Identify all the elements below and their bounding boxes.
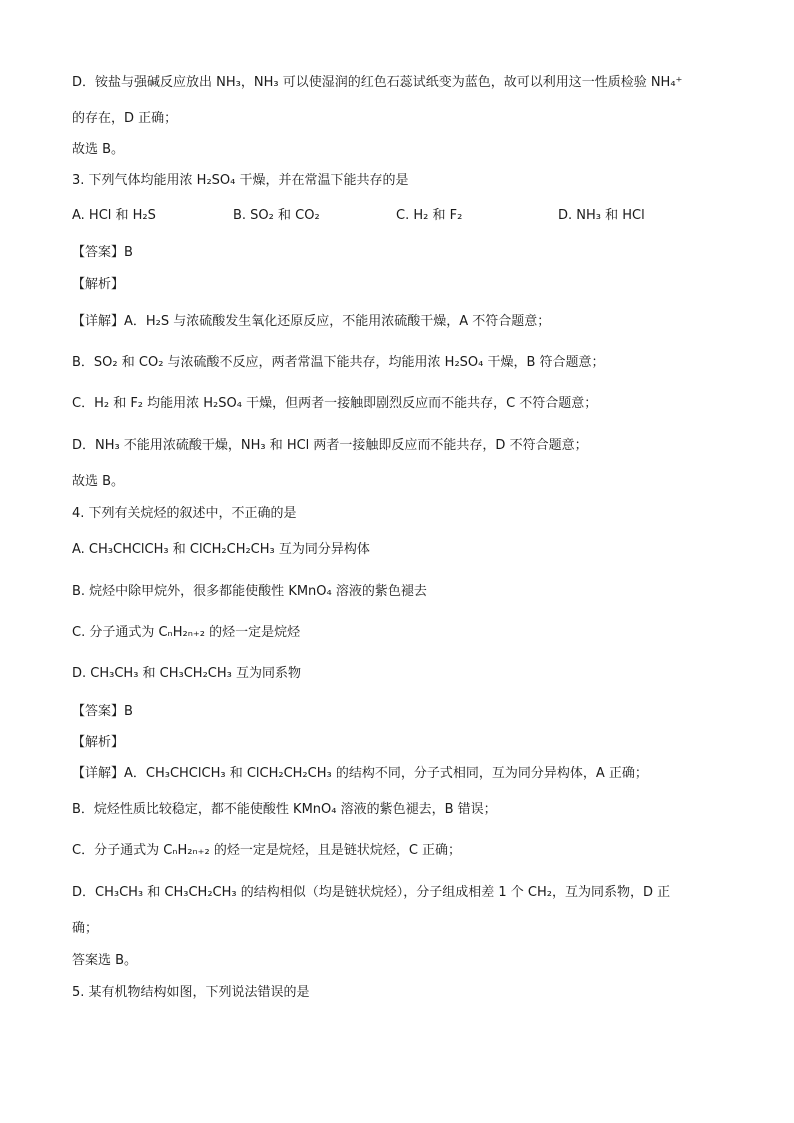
- text-line: 答案选 B。: [72, 953, 138, 968]
- explanation-line: 【详解】A．CH₃CHClCH₃ 和 ClCH₂CH₂CH₃ 的结构不同，分子式相同，互为同分异构体，A 正确；: [72, 766, 648, 781]
- option-b: B. 烷烃中除甲烷外，很多都能使酸性 KMnO₄ 溶液的紫色褪去: [72, 584, 427, 599]
- text-line: 故选 B。: [72, 142, 125, 157]
- option-c: C. H₂ 和 F₂: [396, 208, 463, 223]
- option-c: C. 分子通式为 CₙH₂ₙ₊₂ 的烃一定是烷烃: [72, 625, 301, 640]
- question-3-stem: 3. 下列气体均能用浓 H₂SO₄ 干燥，并在常温下能共存的是: [72, 173, 409, 188]
- explanation-line: B．SO₂ 和 CO₂ 与浓硫酸不反应，两者常温下能共存，均能用浓 H₂SO₄ 干燥，B 符合题意；: [72, 355, 605, 370]
- explanation-line: D．NH₃ 不能用浓硫酸干燥，NH₃ 和 HCl 两者一接触即反应而不能共存，D 不符合题意；: [72, 438, 588, 453]
- question-4-stem: 4. 下列有关烷烃的叙述中，不正确的是: [72, 506, 297, 521]
- analysis-label: 【解析】: [72, 735, 125, 750]
- explanation-line: C．分子通式为 CₙH₂ₙ₊₂ 的烃一定是烷烃，且是链状烷烃，C 正确；: [72, 843, 462, 858]
- explanation-line: B．烷烃性质比较稳定，都不能使酸性 KMnO₄ 溶液的紫色褪去，B 错误；: [72, 802, 497, 817]
- option-d: D. NH₃ 和 HCl: [558, 208, 645, 223]
- text-line: 的存在，D 正确；: [72, 111, 178, 126]
- text-line: 故选 B。: [72, 474, 125, 489]
- text-line: 确；: [72, 921, 99, 936]
- option-a: A. HCl 和 H₂S: [72, 208, 156, 223]
- answer-label: 【答案】B: [72, 704, 133, 719]
- option-b: B. SO₂ 和 CO₂: [233, 208, 320, 223]
- option-a: A. CH₃CHClCH₃ 和 ClCH₂CH₂CH₃ 互为同分异构体: [72, 542, 370, 557]
- answer-label: 【答案】B: [72, 245, 133, 260]
- text-line: D．铵盐与强碱反应放出 NH₃，NH₃ 可以使湿润的红色石蕊试纸变为蓝色，故可以利用这一性质检验 NH₄⁺: [72, 75, 683, 90]
- explanation-line: C．H₂ 和 F₂ 均能用浓 H₂SO₄ 干燥，但两者一接触即剧烈反应而不能共存，C 不符合题意；: [72, 396, 598, 411]
- question-5-stem: 5. 某有机物结构如图，下列说法错误的是: [72, 985, 310, 1000]
- analysis-label: 【解析】: [72, 277, 125, 292]
- option-d: D. CH₃CH₃ 和 CH₃CH₂CH₃ 互为同系物: [72, 666, 301, 681]
- explanation-line: 【详解】A．H₂S 与浓硫酸发生氧化还原反应，不能用浓硫酸干燥，A 不符合题意；: [72, 314, 551, 329]
- explanation-line: D．CH₃CH₃ 和 CH₃CH₂CH₃ 的结构相似（均是链状烷烃），分子组成相差 1 个 CH₂，互为同系物，D 正: [72, 885, 671, 900]
